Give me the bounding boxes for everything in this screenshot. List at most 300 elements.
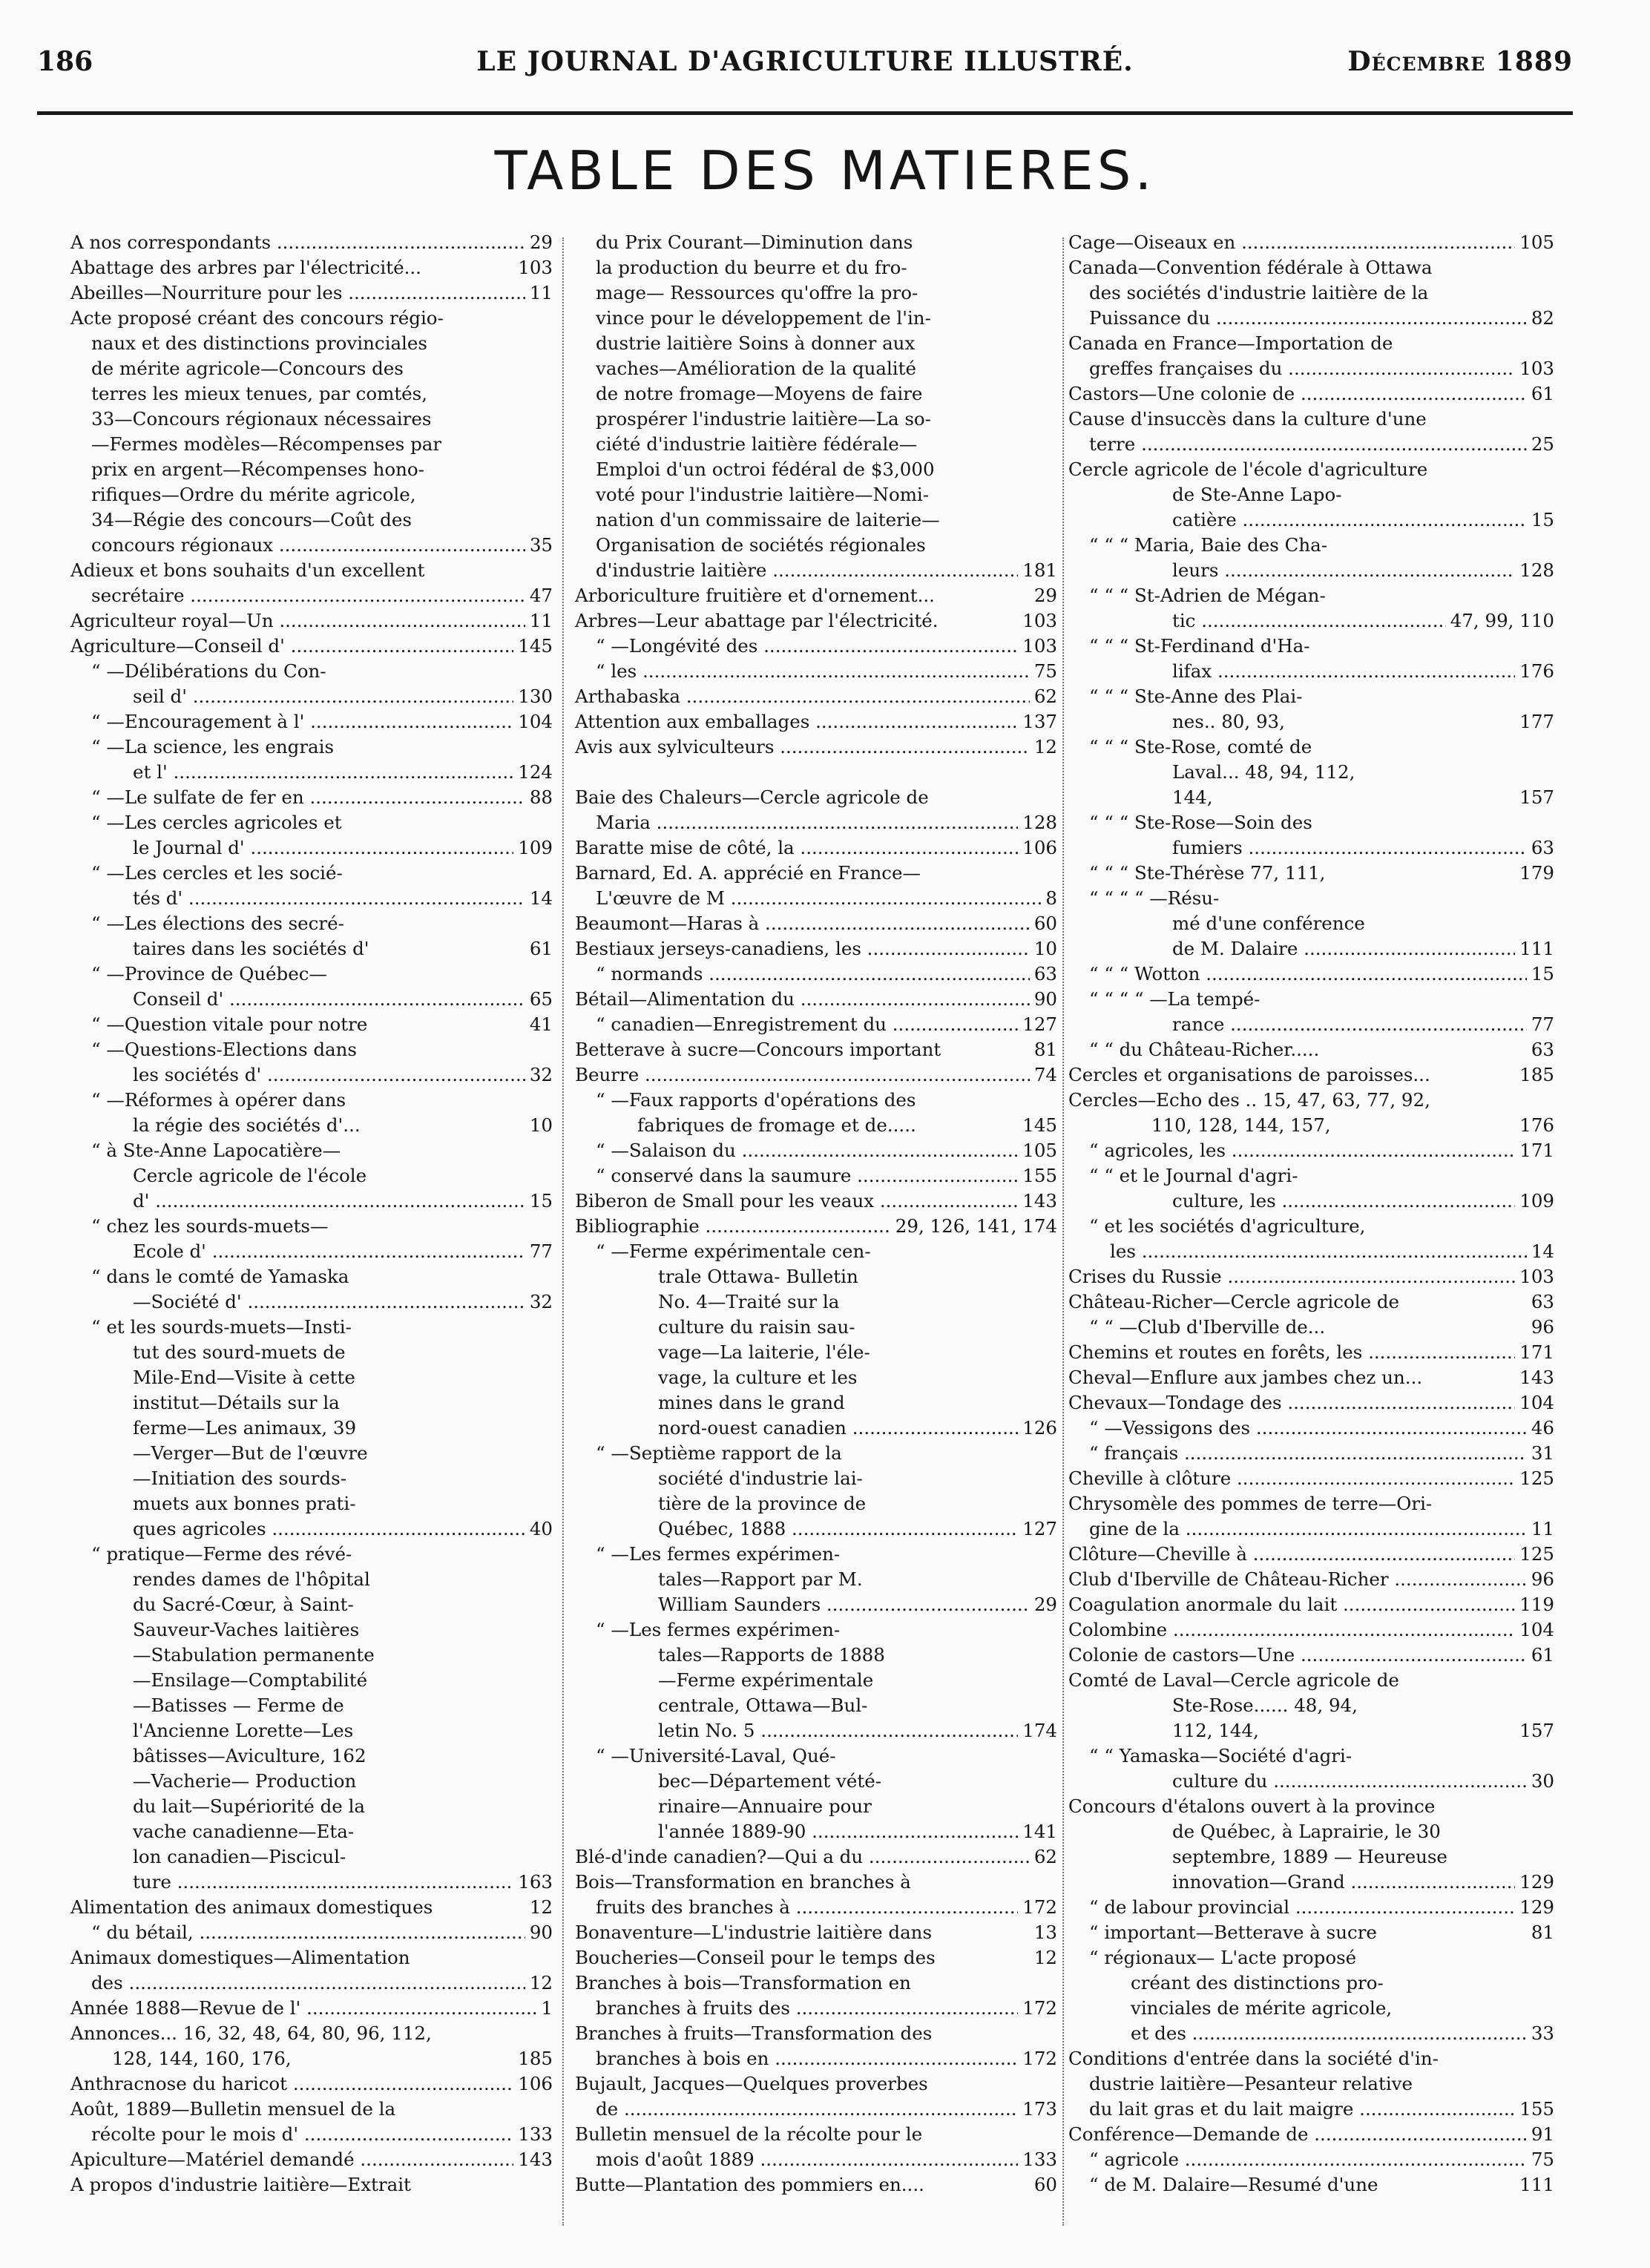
index-entry	[575, 1567, 1057, 1592]
index-entry	[1068, 1138, 1554, 1163]
index-entry	[1068, 381, 1554, 407]
entry-text: rance .....	[1172, 1012, 1527, 1037]
index-entry	[70, 608, 553, 634]
page-ref: 62	[1033, 1846, 1057, 1867]
entry-text: Cause d'insuccès dans la culture d'une	[1068, 408, 1427, 430]
page-ref: 128	[1022, 812, 1057, 833]
entry-text: Barnard, Ed. A. apprécié en France—	[575, 862, 921, 884]
index-entry	[1068, 583, 1554, 608]
entry-text: Bonaventure—L'industrie laitière dans	[575, 1922, 933, 1943]
index-entry	[575, 1189, 1057, 1214]
entry-text: Blé-d'inde canadien?—Qui a du .....	[575, 1844, 1030, 1870]
entry-text: “ —Les fermes expérimen-	[596, 1619, 841, 1640]
entry-text: créant des distinctions pro-	[1131, 1972, 1384, 1993]
entry-text: “ de M. Dalaire—Resumé d'une	[1089, 2174, 1378, 2195]
page-ref: 176	[1519, 660, 1554, 682]
index-entry	[70, 1970, 553, 1996]
entry-text: Avis aux sylviculteurs .....	[575, 734, 1030, 760]
entry-text: Chevaux—Tondage des .....	[1068, 1390, 1515, 1416]
index-entry	[575, 507, 1057, 533]
header-rule	[37, 111, 1573, 115]
index-entry	[1068, 432, 1554, 457]
page-ref: 141	[1022, 1821, 1057, 1842]
entry-text: “ “ “ Ste-Anne des Plai-	[1089, 686, 1303, 707]
page-ref: 15	[1531, 509, 1554, 530]
index-entry	[575, 1643, 1057, 1668]
entry-text: Année 1888—Revue de l' .....	[70, 1996, 536, 2021]
index-entry	[70, 1920, 553, 1945]
index-entry	[575, 1945, 1057, 1970]
entry-text: de Québec, à Laprairie, le 30	[1172, 1821, 1441, 1842]
entry-text: Agriculture—Conseil d' .....	[70, 634, 513, 659]
entry-text: fabriques de fromage et de.....	[637, 1114, 916, 1136]
entry-text: “ conservé dans la saumure .....	[596, 1163, 1018, 1189]
index-entry	[1068, 306, 1554, 331]
entry-text: “ —Réformes à opérer dans	[91, 1089, 346, 1111]
index-entry	[70, 432, 553, 457]
entry-text: L'œuvre de M .....	[596, 886, 1041, 911]
entry-text: Biberon de Small pour les veaux .....	[575, 1189, 1018, 1214]
index-entry	[1068, 2097, 1554, 2122]
index-entry	[70, 659, 553, 684]
page-ref: 103	[518, 257, 553, 278]
index-entry	[575, 1264, 1057, 1289]
page-ref: 157	[1519, 1720, 1554, 1741]
page-ref: 63	[1531, 1291, 1554, 1312]
entry-text: terres les mieux tenues, par comtés,	[91, 383, 428, 404]
entry-text: bâtisses—Aviculture, 162	[133, 1745, 367, 1766]
page-ref: 40	[529, 1518, 553, 1539]
page-ref: 12	[529, 1896, 553, 1918]
index-entry	[70, 1289, 553, 1315]
entry-text: trale Ottawa- Bulletin	[658, 1266, 858, 1287]
entry-text: ciété d'industrie laitière fédérale—	[596, 433, 918, 455]
index-entry	[575, 1163, 1057, 1189]
index-entry	[70, 1794, 553, 1819]
index-entry	[70, 230, 553, 255]
index-entry	[70, 1491, 553, 1516]
entry-text: l'Ancienne Lorette—Les	[133, 1720, 354, 1741]
index-entry	[1068, 1163, 1554, 1189]
index-entry	[1068, 331, 1554, 356]
page-ref: 171	[1519, 1140, 1554, 1161]
index-entry	[575, 280, 1057, 306]
entry-text: Apiculture—Matériel demandé .....	[70, 2147, 513, 2172]
index-entry	[70, 634, 553, 659]
index-entry	[575, 659, 1057, 684]
index-entry	[70, 835, 553, 861]
entry-text: Mile-End—Visite à cette	[133, 1367, 355, 1388]
page-ref: 81	[1531, 1922, 1554, 1943]
index-entry	[70, 482, 553, 507]
index-entry	[70, 1239, 553, 1264]
index-entry	[1068, 987, 1554, 1012]
entry-text: Arbres—Leur abattage par l'électricité.	[575, 610, 939, 631]
page-ref: 105	[1022, 1140, 1057, 1161]
entry-text: —Stabulation permanente	[133, 1644, 375, 1666]
page-ref: 126	[1022, 1417, 1057, 1439]
entry-text: “ “ du Château-Richer.....	[1089, 1039, 1320, 1060]
entry-text: d' .....	[133, 1189, 525, 1214]
entry-text: institut—Détails sur la	[133, 1392, 340, 1413]
page-title: TABLE DES MATIERES.	[494, 139, 1156, 202]
entry-text: de mérite agricole—Concours des	[91, 358, 404, 379]
page-number: 186	[37, 46, 93, 77]
index-entry	[575, 2071, 1057, 2097]
index-entry	[575, 331, 1057, 356]
page-ref: 103	[1022, 610, 1057, 631]
index-entry	[1068, 2046, 1554, 2071]
index-entry	[70, 1441, 553, 1466]
index-entry	[575, 1138, 1057, 1163]
entry-text: Québec, 1888 .....	[658, 1516, 1018, 1542]
page-ref: 185	[518, 2048, 553, 2069]
entry-text: de M. Dalaire .....	[1172, 936, 1515, 962]
index-entry	[1068, 558, 1554, 583]
entry-text: Bétail—Alimentation du .....	[575, 987, 1030, 1012]
page-ref: 35	[529, 534, 553, 556]
index-entry	[575, 1870, 1057, 1895]
index-entry	[1068, 608, 1554, 634]
entry-text: Cheval—Enflure aux jambes chez un...	[1068, 1367, 1423, 1388]
entry-text: vinciales de mérite agricole,	[1131, 1997, 1393, 2019]
entry-text: Arboriculture fruitière et d'ornement...	[575, 585, 935, 606]
index-entry	[70, 1945, 553, 1970]
entry-text: Baratte mise de côté, la .....	[575, 835, 1018, 861]
entry-text: de Ste-Anne Lapo-	[1172, 484, 1342, 505]
entry-text: 112, 144,	[1172, 1720, 1259, 1741]
entry-text: mois d'août 1889 .....	[596, 2147, 1018, 2172]
index-entry	[1068, 407, 1554, 432]
index-entry	[1068, 1491, 1554, 1516]
entry-text: “ —Vessigons des .....	[1089, 1416, 1527, 1441]
entry-text: voté pour l'industrie laitière—Nomi-	[596, 484, 930, 505]
entry-text: Puissance du .....	[1089, 306, 1527, 331]
index-entry	[70, 1264, 553, 1289]
index-entry	[1068, 1920, 1554, 1945]
page-ref: 33	[1531, 2022, 1554, 2044]
entry-text: dustrie laitière—Pesanteur relative	[1089, 2073, 1413, 2094]
index-entry	[70, 1542, 553, 1567]
entry-text: muets aux bonnes prati-	[133, 1493, 356, 1514]
page-ref: 133	[518, 2123, 553, 2145]
index-entry	[1068, 1668, 1554, 1693]
index-entry	[575, 457, 1057, 482]
entry-text: 128, 144, 160, 176,	[112, 2048, 292, 2069]
page-ref: 11	[529, 282, 553, 303]
page-ref: 104	[518, 711, 553, 732]
index-entry	[1068, 255, 1554, 280]
page-ref: 91	[1531, 2123, 1554, 2145]
index-entry	[70, 507, 553, 533]
entry-text: “ “ “ Ste-Rose, comté de	[1089, 736, 1312, 757]
page-ref: 109	[518, 837, 553, 858]
entry-text: lon canadien—Piscicul-	[133, 1846, 346, 1867]
entry-text: “ de labour provincial .....	[1089, 1895, 1515, 1920]
page-ref: 96	[1531, 1316, 1554, 1338]
entry-text: “ “ Yamaska—Société d'agri-	[1089, 1745, 1352, 1766]
index-entry	[70, 962, 553, 987]
index-entry	[1068, 1390, 1554, 1416]
entry-text: nord-ouest canadien .....	[658, 1416, 1018, 1441]
index-entry	[1068, 1718, 1554, 1743]
index-entry	[1068, 2021, 1554, 2046]
index-entry	[70, 1315, 553, 1340]
index-entry	[575, 1895, 1057, 1920]
entry-text: “ “ “ St-Adrien de Mégan-	[1089, 585, 1326, 606]
page-ref: 63	[1531, 837, 1554, 858]
index-entry	[575, 255, 1057, 280]
index-entry	[1068, 1264, 1554, 1289]
page-ref: 103	[1519, 1266, 1554, 1287]
index-entry	[1068, 1289, 1554, 1315]
index-entry	[575, 1289, 1057, 1315]
entry-text: “ —Province de Québec—	[91, 963, 327, 985]
index-entry	[70, 407, 553, 432]
entry-text: d'industrie laitière .....	[596, 558, 1018, 583]
entry-text: “ “ “ “ —La tempé-	[1089, 988, 1260, 1010]
entry-text: “ —Les cercles agricoles et	[91, 812, 342, 833]
entry-text: rinaire—Annuaire pour	[658, 1795, 872, 1817]
page-ref: 11	[529, 610, 553, 631]
index-entry	[1068, 1996, 1554, 2021]
index-entry	[1068, 734, 1554, 760]
index-entry	[575, 482, 1057, 507]
entry-text: culture du .....	[1172, 1769, 1527, 1794]
index-entry	[70, 861, 553, 886]
page-ref: 171	[1519, 1341, 1554, 1363]
page-ref: 125	[1519, 1543, 1554, 1565]
entry-text: Baie des Chaleurs—Cercle agricole de	[575, 786, 929, 808]
entry-text: No. 4—Traité sur la	[658, 1291, 840, 1312]
entry-text: naux et des distinctions provinciales	[91, 332, 427, 354]
entry-text: Agriculteur royal—Un .....	[70, 608, 525, 634]
index-entry	[70, 1012, 553, 1037]
entry-text: —Fermes modèles—Récompenses par	[91, 433, 442, 455]
index-entry	[70, 1416, 553, 1441]
entry-text: Conditions d'entrée dans la société d'in-	[1068, 2048, 1439, 2069]
entry-text: “ normands .....	[596, 962, 1030, 987]
index-entry	[1068, 457, 1554, 482]
index-entry	[70, 810, 553, 835]
entry-text: Chrysomèle des pommes de terre—Ori-	[1068, 1493, 1433, 1514]
index-entry	[70, 1516, 553, 1542]
column-divider	[562, 237, 564, 2226]
index-entry	[70, 1365, 553, 1390]
index-entry	[70, 2071, 553, 2097]
index-entry	[575, 356, 1057, 381]
index-entry	[70, 760, 553, 785]
entry-text: Sauveur-Vaches laitières	[133, 1619, 360, 1640]
page-ref: 174	[1022, 1720, 1057, 1741]
entry-text: Betterave à sucre—Concours important	[575, 1039, 941, 1060]
index-entry	[575, 533, 1057, 558]
index-entry	[575, 861, 1057, 886]
entry-text: de notre fromage—Moyens de faire	[596, 383, 923, 404]
entry-text: “ “ “ Maria, Baie des Cha-	[1089, 534, 1328, 556]
index-entry	[575, 2147, 1057, 2172]
entry-text: Ste-Rose...... 48, 94,	[1172, 1695, 1358, 1716]
page-ref: 155	[1022, 1165, 1057, 1186]
index-entry	[1068, 230, 1554, 255]
index-entry	[575, 1516, 1057, 1542]
index-entry	[575, 1743, 1057, 1769]
index-entry	[70, 1138, 553, 1163]
entry-text: rendes dames de l'hôpital	[133, 1568, 370, 1590]
entry-text: “ et les sociétés d'agriculture,	[1089, 1215, 1366, 1237]
index-entry	[70, 936, 553, 962]
entry-text: Cercle agricole de l'école d'agriculture	[1068, 458, 1428, 480]
page-ref: 128	[1519, 559, 1554, 581]
index-entry	[575, 1466, 1057, 1491]
page-ref: 65	[529, 988, 553, 1010]
page-ref: 1	[541, 1997, 553, 2019]
index-entry	[575, 684, 1057, 709]
page-ref: 155	[1519, 2098, 1554, 2120]
entry-text: “ “ —Club d'Iberville de...	[1089, 1316, 1326, 1338]
entry-text: Abattage des arbres par l'électricité...	[70, 257, 421, 278]
page-ref: 47, 99, 110	[1450, 610, 1554, 631]
entry-text: mines dans le grand	[658, 1392, 845, 1413]
page-ref: 143	[518, 2149, 553, 2170]
index-entry	[70, 1037, 553, 1062]
index-entry	[1068, 1895, 1554, 1920]
entry-text: Bujault, Jacques—Quelques proverbes	[575, 2073, 928, 2094]
page-ref: 63	[1033, 963, 1057, 985]
index-entry	[575, 1920, 1057, 1945]
page-ref: 105	[1519, 231, 1554, 253]
entry-text: Cercles et organisations de paroisses...	[1068, 1064, 1430, 1085]
page-ref: 133	[1022, 2149, 1057, 2170]
index-entry	[70, 911, 553, 936]
index-entry	[575, 1617, 1057, 1643]
entry-text: ture .....	[133, 1870, 513, 1895]
index-entry	[70, 306, 553, 331]
index-entry	[70, 1617, 553, 1643]
index-entry	[1068, 280, 1554, 306]
index-entry	[575, 1365, 1057, 1390]
entry-text: “ —Faux rapports d'opérations des	[596, 1089, 916, 1111]
index-entry	[1068, 1113, 1554, 1138]
page-ref: 129	[1519, 1871, 1554, 1893]
page-ref: 104	[1519, 1392, 1554, 1413]
index-entry	[70, 886, 553, 911]
entry-text: William Saunders .....	[658, 1592, 1030, 1617]
index-entry	[1068, 507, 1554, 533]
entry-text: prix en argent—Récompenses hono-	[91, 458, 424, 480]
page-ref: 88	[529, 786, 553, 808]
index-entry	[70, 381, 553, 407]
entry-text: letin No. 5 .....	[658, 1718, 1018, 1743]
index-entry	[575, 1592, 1057, 1617]
entry-text: “ “ et le Journal d'agri-	[1089, 1165, 1298, 1186]
entry-text: Cercle agricole de l'école	[133, 1165, 367, 1186]
page-ref: 15	[529, 1190, 553, 1212]
index-entry	[575, 760, 1057, 785]
entry-text: “ —Longévité des .....	[596, 634, 1018, 659]
index-entry	[70, 1668, 553, 1693]
page-ref: 75	[1033, 660, 1057, 682]
index-entry	[70, 1088, 553, 1113]
entry-text: —Ensilage—Comptabilité	[133, 1669, 368, 1691]
index-entry	[575, 634, 1057, 659]
page-ref: 103	[1022, 635, 1057, 657]
entry-text: du lait gras et du lait maigre .....	[1089, 2097, 1515, 2122]
entry-text: “ du bétail, .....	[91, 1920, 525, 1945]
index-entry	[575, 785, 1057, 810]
entry-text: Comté de Laval—Cercle agricole de	[1068, 1669, 1399, 1691]
page-ref: 11	[1531, 1518, 1554, 1539]
index-entry	[575, 1542, 1057, 1567]
entry-text: Club d'Iberville de Château-Richer .....	[1068, 1567, 1527, 1592]
entry-text: Cage—Oiseaux en .....	[1068, 230, 1515, 255]
page-ref: 8	[1045, 887, 1057, 909]
entry-text: ferme—Les animaux, 39	[133, 1417, 357, 1439]
index-entry	[1068, 785, 1554, 810]
index-entry	[575, 558, 1057, 583]
index-entry	[1068, 1315, 1554, 1340]
index-entry	[1068, 634, 1554, 659]
index-entry	[1068, 1239, 1554, 1264]
page-ref: 177	[1519, 711, 1554, 732]
entry-text: Canada—Convention fédérale à Ottawa	[1068, 257, 1433, 278]
entry-text: —Société d' .....	[133, 1289, 525, 1315]
entry-text: “ —Ferme expérimentale cen-	[596, 1240, 871, 1262]
index-entry	[1068, 936, 1554, 962]
index-entry	[1068, 1516, 1554, 1542]
page-ref: 82	[1531, 307, 1554, 329]
index-entry	[575, 987, 1057, 1012]
entry-text: Ecole d' .....	[133, 1239, 525, 1264]
entry-text: “ —Les élections des secré-	[91, 913, 344, 934]
entry-text: seil d' .....	[133, 684, 513, 709]
index-entry	[1068, 2172, 1554, 2198]
entry-text: “ —Université-Laval, Qué-	[596, 1745, 836, 1766]
page-ref: 46	[1531, 1417, 1554, 1439]
entry-text: la régie des sociétés d'...	[133, 1114, 361, 1136]
entry-text: Annonces... 16, 32, 48, 64, 80, 96, 112,	[70, 2022, 432, 2044]
index-entry	[1068, 810, 1554, 835]
entry-text: vage—La laiterie, l'éle-	[658, 1341, 870, 1363]
entry-text: Maria .....	[596, 810, 1018, 835]
page-ref: 173	[1022, 2098, 1057, 2120]
index-entry	[70, 1693, 553, 1718]
entry-text: fruits des branches à .....	[596, 1895, 1018, 1920]
entry-text: —Batisses — Ferme de	[133, 1695, 344, 1716]
index-entry	[1068, 1189, 1554, 1214]
page-ref: 31	[1531, 1442, 1554, 1464]
index-entry	[575, 1668, 1057, 1693]
index-entry	[575, 2097, 1057, 2122]
entry-text: Château-Richer—Cercle agricole de	[1068, 1291, 1400, 1312]
entry-text: Arthabaska .....	[575, 684, 1030, 709]
page-ref: 106	[518, 2073, 553, 2094]
entry-text: 144,	[1172, 786, 1213, 808]
page-ref: 60	[1033, 913, 1057, 934]
entry-text: taires dans les sociétés d'	[133, 938, 369, 959]
entry-text: “ “ “ “ —Résu-	[1089, 887, 1220, 909]
page-ref: 181	[1022, 559, 1057, 581]
index-entry	[575, 1844, 1057, 1870]
index-entry	[575, 709, 1057, 734]
index-entry	[70, 2046, 553, 2071]
page-ref: 29, 126, 141, 174	[895, 1215, 1057, 1237]
page-ref: 179	[1519, 862, 1554, 884]
entry-text: gine de la .....	[1089, 1516, 1527, 1542]
index-entry	[70, 1390, 553, 1416]
entry-text: A propos d'industrie laitière—Extrait	[70, 2174, 411, 2195]
index-entry	[70, 1718, 553, 1743]
